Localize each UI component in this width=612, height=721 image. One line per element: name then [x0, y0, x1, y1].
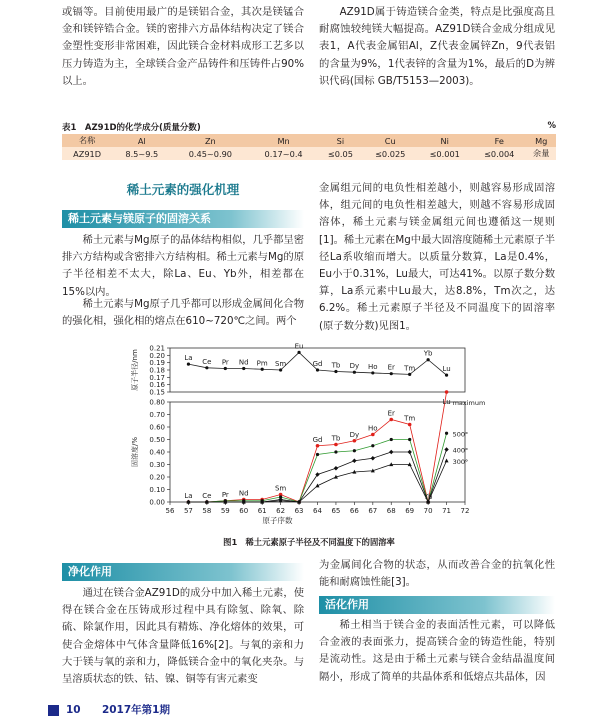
- radius-point: [316, 368, 319, 371]
- bottom-y-tick-label: 0.50: [149, 436, 165, 444]
- solubility-point-label: Lu: [442, 398, 451, 406]
- subsection-heading-solid-solution: 稀土元素与镁原子的固溶关系: [62, 210, 304, 228]
- series-point-300: [445, 459, 449, 463]
- footer-square: [48, 705, 59, 716]
- right-top-paragraph: AZ91D属于铸造镁合金类，特点是比强度高且耐腐蚀较纯镁大幅提高。AZ91D镁合金成分组成见表1，A代表金属铝Al，Z代表金属锌Zn，9代表铝的含量为9%，1代表锌的含量为1%，最后的D为辨识代码(国标 GB/T5153—2003)。: [319, 6, 555, 87]
- radius-point-label: Ho: [368, 362, 378, 371]
- x-tick-label: 56: [165, 507, 175, 515]
- radius-point: [371, 371, 374, 374]
- table-cell: AZ91D: [62, 147, 112, 160]
- x-tick-label: 68: [386, 507, 396, 515]
- activate-paragraph: 稀土相当于镁合金的表面活性元素，可以降低合金液的表面张力，提高镁合金的铸造性能，特别是流动性。这是由于稀土元素与镁合金结晶温度间隔小，形成了简单的共晶体系和低熔点共晶体，因: [319, 619, 555, 683]
- solubility-point-label: Dy: [349, 430, 360, 439]
- series-point-500: [408, 438, 411, 441]
- radius-point-label: Nd: [238, 358, 249, 367]
- left-top-paragraph: 或镉等。目前使用最广的是镁铝合金，其次是镁锰合金和镁锌锆合金。镁的密排六方晶体结构决定了镁合金塑性变形非常困难，因此镁合金材料成形工艺多以压力铸造为主，全球镁合金产品铸件和压铸件占90%以上。: [62, 6, 304, 87]
- series-point-maximum: [334, 443, 338, 447]
- series-point-500: [371, 444, 374, 447]
- series-point-400: [407, 450, 411, 454]
- x-tick-label: 67: [368, 507, 378, 515]
- radius-point-label: Gd: [312, 360, 323, 368]
- solubility-point-label: Sm: [274, 484, 287, 493]
- radius-point: [427, 358, 430, 361]
- table-header-cell: 名称: [62, 134, 112, 147]
- series-point-400: [315, 472, 319, 476]
- series-point-400: [352, 459, 356, 463]
- solubility-point-label: La: [184, 492, 193, 500]
- table-cell: ≤0.025: [363, 147, 418, 160]
- top-y-tick-label: 0.15: [149, 388, 165, 397]
- bottom-y-tick-label: 0.80: [149, 398, 165, 407]
- radius-point: [408, 373, 411, 376]
- series-label: 500°: [452, 430, 469, 439]
- bottom-y-axis-label: 固溶度/%: [131, 436, 139, 468]
- radius-point: [205, 366, 208, 369]
- table-caption-text: 表1 AZ91D的化学成分(质量分数): [62, 123, 201, 133]
- composition-table: [62, 134, 556, 160]
- series-point-400: [334, 466, 338, 470]
- radius-point-label: Er: [387, 363, 395, 372]
- table-header-cell: Mn: [249, 134, 318, 147]
- series-point-maximum: [445, 390, 449, 394]
- top-y-tick-label: 0.16: [149, 381, 165, 390]
- radius-point-label: Sm: [274, 360, 287, 368]
- radius-point: [242, 367, 245, 370]
- radius-point: [353, 371, 356, 374]
- radius-point: [390, 372, 393, 375]
- solubility-point-label: Tb: [331, 434, 341, 443]
- x-tick-label: 70: [423, 507, 433, 515]
- solubility-point-label: Pr: [221, 490, 229, 499]
- section-paragraph-2: 稀土元素与Mg原子几乎都可以形成金属间化合物的强化相，强化相的熔点在610~720℃之间。两个: [62, 298, 304, 328]
- table-cell: 8.5~9.5: [112, 147, 171, 160]
- radius-point-label: Yb: [423, 349, 433, 358]
- solubility-point-label: Er: [387, 409, 395, 418]
- table-cell: 余量: [526, 147, 556, 160]
- series-point-maximum: [353, 439, 357, 443]
- table-header-cell: Fe: [472, 134, 527, 147]
- series-label: 300°: [452, 457, 469, 466]
- table-cell: ≤0.001: [417, 147, 472, 160]
- series-point-maximum: [389, 418, 393, 422]
- series-point-500: [334, 450, 337, 453]
- x-tick-label: 59: [220, 507, 230, 515]
- radius-point: [261, 368, 264, 371]
- radius-point-label: Pm: [256, 359, 268, 368]
- x-tick-label: 71: [442, 507, 452, 515]
- x-tick-label: 66: [349, 507, 359, 515]
- table-cell: ≤0.05: [318, 147, 363, 160]
- table-unit: %: [547, 121, 556, 131]
- radius-point-label: Tm: [404, 364, 416, 373]
- series-point-maximum: [316, 444, 320, 448]
- bottom-y-tick-label: 0.00: [149, 498, 165, 507]
- solubility-point-label: Gd: [312, 435, 323, 444]
- x-tick-label: 61: [257, 507, 267, 515]
- solubility-point-label: Ce: [202, 492, 212, 500]
- series-point-maximum: [408, 423, 412, 427]
- table-row: [62, 147, 556, 160]
- solubility-point-label: Tm: [404, 414, 416, 423]
- radius-point-label: Ce: [202, 357, 212, 366]
- section-paragraph-3: 金属组元间的电负性相差越小，则越容易形成固溶体，组元间的电负性相差越大，则越不容易形成固溶体，稀土元素与镁金属组元间也遵循这一规则[1]。稀土元素在Mg中最大固溶度随稀土元素原子半径La系收缩而增大。以质量分数算，La是0.4%，Eu小于0.31%，Lu最大，可达41%。以原子数分数算，La系元素中Lu最大，达8.8%，Tm次之，达6.2%。稀土元素原子半径及不同温度下的固溶率(原子数分数)见图1。: [319, 182, 555, 332]
- table-header-cell: Al: [112, 134, 171, 147]
- series-point-500: [445, 432, 448, 435]
- top-y-tick-label: 0.18: [149, 366, 165, 375]
- x-tick-label: 65: [331, 507, 341, 515]
- top-y-tick-label: 0.17: [149, 373, 165, 382]
- x-tick-label: 64: [313, 507, 322, 515]
- bottom-y-tick-label: 0.60: [149, 423, 165, 432]
- radius-point: [279, 368, 282, 371]
- top-y-tick-label: 0.21: [149, 344, 165, 353]
- bottom-y-tick-label: 0.40: [149, 448, 165, 457]
- radius-point: [187, 363, 190, 366]
- section-paragraph-1: 稀土元素与Mg原子的晶体结构相似，几乎都呈密排六方结构或含密排六方结构相。稀土元素与Mg的原子半径相差不太大，除La、Eu、Yb外，相差都在15%以内。: [62, 234, 304, 298]
- top-y-tick-label: 0.19: [149, 359, 165, 368]
- series-point-400: [444, 447, 448, 451]
- subsection-heading-purify: 净化作用: [62, 563, 304, 581]
- solubility-point-label: Ho: [368, 424, 378, 433]
- radius-point-label: Tb: [331, 361, 341, 370]
- x-tick-label: 58: [202, 507, 212, 515]
- table-header-row: [62, 134, 556, 147]
- series-point-400: [371, 456, 375, 460]
- bottom-y-tick-label: 0.30: [149, 461, 165, 469]
- right-bottom-paragraph: 为金属间化合物的状态，从而改善合金的抗氧化性能和耐腐蚀性能[3]。: [319, 559, 555, 589]
- table-header-cell: Si: [318, 134, 363, 147]
- x-tick-label: 57: [183, 507, 193, 515]
- page-number: 10: [66, 704, 81, 716]
- x-tick-label: 60: [239, 507, 249, 515]
- series-point-400: [389, 450, 393, 454]
- table-caption: [62, 121, 556, 133]
- figure-chart: [125, 340, 485, 530]
- top-y-axis-label: 原子半径/nm: [131, 349, 139, 391]
- radius-point: [297, 351, 300, 354]
- radius-point-label: Pr: [221, 358, 229, 367]
- solubility-point-label: Nd: [238, 489, 249, 498]
- radius-point-label: La: [184, 354, 193, 363]
- radius-point: [334, 370, 337, 373]
- series-point-500: [353, 449, 356, 452]
- table-cell: ≤0.004: [472, 147, 527, 160]
- solubility-point-label: Yb: [423, 493, 433, 501]
- series-label: maximum: [452, 399, 485, 407]
- section-title: 稀土元素的强化机理: [126, 182, 240, 197]
- radius-point-label: Dy: [349, 362, 360, 371]
- figure-caption: 图1 稀土元素原子半径及不同温度下的固溶率: [223, 537, 395, 547]
- table-header-cell: Cu: [363, 134, 418, 147]
- radius-point-label: Eu: [294, 342, 304, 351]
- x-axis-label: 原子序数: [262, 516, 293, 525]
- radius-point-label: Lu: [442, 365, 451, 374]
- series-point-500: [390, 438, 393, 441]
- series-point-500: [316, 453, 319, 456]
- footer: [66, 702, 170, 717]
- x-tick-label: 63: [294, 507, 304, 515]
- bottom-y-tick-label: 0.10: [149, 486, 165, 494]
- series-point-maximum: [371, 433, 375, 437]
- bottom-y-tick-label: 0.70: [149, 411, 165, 419]
- x-tick-label: 72: [460, 507, 470, 515]
- table-cell: 0.17~0.4: [249, 147, 318, 160]
- x-tick-label: 62: [276, 507, 286, 515]
- series-label: 400°: [452, 446, 469, 455]
- issue-label: 2017年第1期: [101, 704, 170, 716]
- radius-point: [224, 367, 227, 370]
- bottom-y-tick-label: 0.20: [149, 473, 165, 482]
- table-header-cell: Ni: [417, 134, 472, 147]
- radius-point: [445, 374, 448, 377]
- table-header-cell: Zn: [171, 134, 249, 147]
- table-header-cell: Mg: [526, 134, 556, 147]
- top-y-tick-label: 0.20: [149, 351, 165, 360]
- purify-paragraph: 通过在镁合金AZ91D的成分中加入稀土元素，使得在镁合金在压铸成形过程中具有除氢、除氧、除硫、除氯作用，因此具有精炼、净化熔体的效果，可使合金熔体中气体含量降低16%[2]。与氧的亲和力大于镁与氧的亲和力，降低镁合金中的氧化夹杂。与呈溶质状态的铁、钴、镍、铜等有害元素变: [62, 587, 304, 686]
- table-cell: 0.45~0.90: [171, 147, 249, 160]
- subsection-heading-activate: 活化作用: [319, 596, 555, 614]
- x-tick-label: 69: [405, 507, 415, 515]
